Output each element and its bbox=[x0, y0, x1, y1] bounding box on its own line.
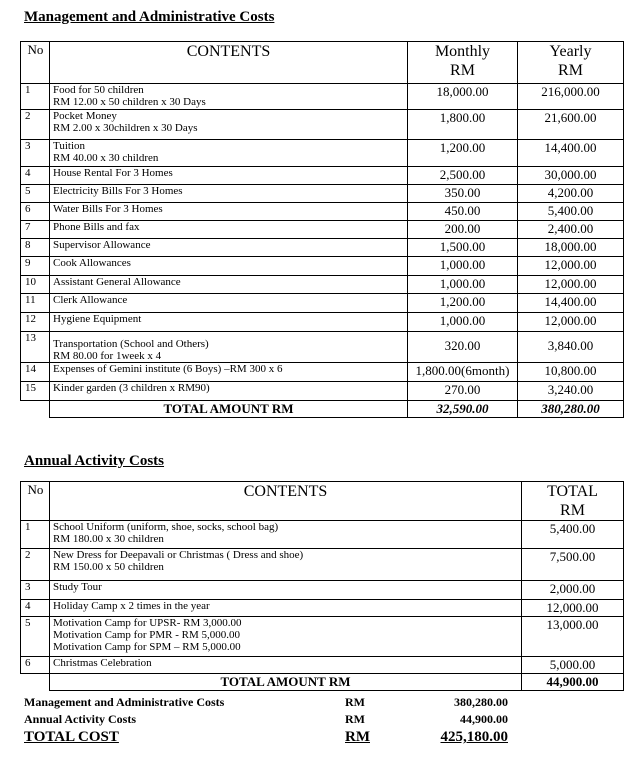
row-contents bbox=[50, 581, 522, 600]
row-line-2: RM 150.00 x 50 children bbox=[53, 561, 164, 573]
col-monthly-header bbox=[408, 42, 518, 84]
mgmt-row bbox=[21, 382, 624, 401]
row-line-1: Transportation (School and Others) bbox=[53, 338, 209, 350]
col-yearly-unit: RM bbox=[558, 62, 583, 79]
row-monthly: 1,500.00 bbox=[408, 239, 518, 257]
col-monthly-unit: RM bbox=[450, 62, 475, 79]
row-contents bbox=[50, 382, 408, 401]
row-line-1: Assistant General Allowance bbox=[53, 276, 181, 288]
row-line-1: New Dress for Deepavali or Christmas ( Dress and shoe) bbox=[53, 549, 304, 561]
mgmt-row bbox=[21, 363, 624, 382]
mgmt-row bbox=[21, 167, 624, 185]
row-total: 13,000.00 bbox=[522, 617, 624, 657]
annual-row bbox=[21, 657, 624, 674]
row-total: 5,400.00 bbox=[522, 521, 624, 549]
row-total: 2,000.00 bbox=[522, 581, 624, 600]
row-yearly: 14,400.00 bbox=[518, 140, 624, 167]
row-contents bbox=[50, 521, 522, 549]
row-line-1: Tuition bbox=[53, 140, 86, 152]
row-yearly: 30,000.00 bbox=[518, 167, 624, 185]
row-line-1: Electricity Bills For 3 Homes bbox=[53, 185, 183, 197]
annual-col-total-label: TOTAL bbox=[547, 483, 598, 500]
row-monthly: 270.00 bbox=[408, 382, 518, 401]
row-monthly: 1,000.00 bbox=[408, 313, 518, 332]
row-yearly: 12,000.00 bbox=[518, 313, 624, 332]
col-yearly-label: Yearly bbox=[549, 43, 592, 60]
row-no: 9 bbox=[21, 257, 50, 276]
row-contents bbox=[50, 600, 522, 617]
annual-heading: Annual Activity Costs bbox=[24, 453, 165, 469]
summary-annual-label: Annual Activity Costs bbox=[24, 712, 137, 726]
row-contents bbox=[50, 84, 408, 110]
row-no: 15 bbox=[21, 382, 50, 401]
mgmt-header-row bbox=[21, 42, 624, 84]
mgmt-row bbox=[21, 203, 624, 221]
row-contents bbox=[50, 657, 522, 674]
row-yearly: 3,840.00 bbox=[518, 332, 624, 363]
summary-total-value: 425,180.00 bbox=[440, 729, 508, 745]
row-total: 7,500.00 bbox=[522, 549, 624, 581]
row-line-1: Supervisor Allowance bbox=[53, 239, 151, 251]
summary-mgmt-label: Management and Administrative Costs bbox=[24, 695, 225, 709]
col-no-header: No bbox=[21, 42, 50, 84]
annual-row bbox=[21, 549, 624, 581]
row-contents bbox=[50, 167, 408, 185]
row-monthly: 350.00 bbox=[408, 185, 518, 203]
row-no: 4 bbox=[21, 600, 50, 617]
row-line-2: RM 80.00 for 1week x 4 bbox=[53, 350, 162, 362]
row-monthly: 320.00 bbox=[408, 332, 518, 363]
row-yearly: 2,400.00 bbox=[518, 221, 624, 239]
row-no: 5 bbox=[21, 185, 50, 203]
annual-col-contents-header: CONTENTS bbox=[50, 482, 522, 521]
row-contents bbox=[50, 185, 408, 203]
row-contents bbox=[50, 549, 522, 581]
row-line-2: RM 40.00 x 30 children bbox=[53, 152, 159, 164]
row-contents bbox=[50, 221, 408, 239]
annual-col-total-unit: RM bbox=[560, 502, 585, 519]
annual-total-blank bbox=[21, 674, 50, 691]
row-yearly: 18,000.00 bbox=[518, 239, 624, 257]
row-line-1: School Uniform (uniform, shoe, socks, school bag) bbox=[53, 521, 279, 533]
row-monthly: 1,200.00 bbox=[408, 140, 518, 167]
row-yearly: 14,400.00 bbox=[518, 294, 624, 313]
row-monthly: 1,800.00(6month) bbox=[408, 363, 518, 382]
mgmt-row bbox=[21, 185, 624, 203]
annual-total-row bbox=[21, 674, 624, 691]
annual-header-row bbox=[21, 482, 624, 521]
mgmt-total-label: TOTAL AMOUNT RM bbox=[50, 401, 408, 418]
mgmt-heading: Management and Administrative Costs bbox=[24, 9, 275, 25]
row-no: 5 bbox=[21, 617, 50, 657]
row-contents bbox=[50, 363, 408, 382]
row-line-3: Motivation Camp for SPM – RM 5,000.00 bbox=[53, 641, 241, 653]
row-contents bbox=[50, 313, 408, 332]
annual-row bbox=[21, 617, 624, 657]
mgmt-row bbox=[21, 276, 624, 294]
summary-mgmt-unit: RM bbox=[345, 695, 365, 709]
row-contents bbox=[50, 239, 408, 257]
mgmt-row bbox=[21, 84, 624, 110]
row-no: 13 bbox=[21, 332, 50, 363]
summary-annual-unit: RM bbox=[345, 712, 365, 726]
row-no: 11 bbox=[21, 294, 50, 313]
row-yearly: 12,000.00 bbox=[518, 257, 624, 276]
mgmt-row bbox=[21, 221, 624, 239]
mgmt-row bbox=[21, 140, 624, 167]
mgmt-row bbox=[21, 313, 624, 332]
row-contents bbox=[50, 617, 522, 657]
row-total: 12,000.00 bbox=[522, 600, 624, 617]
mgmt-row bbox=[21, 110, 624, 140]
mgmt-row bbox=[21, 294, 624, 313]
row-monthly: 1,000.00 bbox=[408, 276, 518, 294]
summary-total-unit: RM bbox=[345, 729, 370, 745]
row-line-1: Clerk Allowance bbox=[53, 294, 128, 306]
row-monthly: 200.00 bbox=[408, 221, 518, 239]
row-line-1: Motivation Camp for UPSR- RM 3,000.00 bbox=[53, 617, 242, 629]
annual-row bbox=[21, 521, 624, 549]
row-yearly: 10,800.00 bbox=[518, 363, 624, 382]
mgmt-total-blank bbox=[21, 401, 50, 418]
annual-col-no-header: No bbox=[21, 482, 50, 521]
row-line-1: Phone Bills and fax bbox=[53, 221, 140, 233]
col-yearly-header bbox=[518, 42, 624, 84]
mgmt-total-monthly: 32,590.00 bbox=[408, 401, 518, 418]
annual-row bbox=[21, 600, 624, 617]
row-total: 5,000.00 bbox=[522, 657, 624, 674]
row-line-1: Kinder garden (3 children x RM90) bbox=[53, 382, 210, 394]
row-line-1: Water Bills For 3 Homes bbox=[53, 203, 163, 215]
col-monthly-label: Monthly bbox=[434, 43, 491, 60]
row-no: 1 bbox=[21, 521, 50, 549]
row-no: 2 bbox=[21, 110, 50, 140]
row-line-2: RM 12.00 x 50 children x 30 Days bbox=[53, 96, 206, 108]
row-contents bbox=[50, 257, 408, 276]
row-line-1: Food for 50 children bbox=[53, 84, 144, 96]
row-no: 4 bbox=[21, 167, 50, 185]
row-yearly: 12,000.00 bbox=[518, 276, 624, 294]
annual-col-total-header bbox=[522, 482, 624, 521]
mgmt-row bbox=[21, 332, 624, 363]
row-monthly: 1,200.00 bbox=[408, 294, 518, 313]
row-line-1: Holiday Camp x 2 times in the year bbox=[53, 600, 210, 612]
row-no: 3 bbox=[21, 140, 50, 167]
row-contents bbox=[50, 332, 408, 363]
mgmt-total-row bbox=[21, 401, 624, 418]
row-line-2: RM 180.00 x 30 children bbox=[53, 533, 164, 545]
row-line-1: Pocket Money bbox=[53, 110, 117, 122]
row-no: 7 bbox=[21, 221, 50, 239]
row-contents bbox=[50, 110, 408, 140]
row-line-2: Motivation Camp for PMR - RM 5,000.00 bbox=[53, 629, 241, 641]
row-line-1: Hygiene Equipment bbox=[53, 313, 142, 325]
summary-mgmt-row bbox=[24, 695, 514, 711]
row-no: 8 bbox=[21, 239, 50, 257]
row-monthly: 18,000.00 bbox=[408, 84, 518, 110]
row-monthly: 1,000.00 bbox=[408, 257, 518, 276]
mgmt-table bbox=[20, 41, 624, 418]
row-line-1: Cook Allowances bbox=[53, 257, 131, 269]
row-monthly: 1,800.00 bbox=[408, 110, 518, 140]
summary-mgmt-value: 380,280.00 bbox=[454, 695, 508, 709]
row-line-1: Study Tour bbox=[53, 581, 102, 593]
row-line-1: Expenses of Gemini institute (6 Boys) –RM 300 x 6 bbox=[53, 363, 283, 375]
annual-total-value: 44,900.00 bbox=[522, 674, 624, 691]
row-yearly: 5,400.00 bbox=[518, 203, 624, 221]
annual-table bbox=[20, 481, 624, 691]
row-monthly: 450.00 bbox=[408, 203, 518, 221]
mgmt-row bbox=[21, 257, 624, 276]
row-monthly: 2,500.00 bbox=[408, 167, 518, 185]
row-yearly: 4,200.00 bbox=[518, 185, 624, 203]
row-contents bbox=[50, 294, 408, 313]
row-no: 2 bbox=[21, 549, 50, 581]
col-contents-header: CONTENTS bbox=[50, 42, 408, 84]
row-contents bbox=[50, 276, 408, 294]
mgmt-row bbox=[21, 239, 624, 257]
row-yearly: 21,600.00 bbox=[518, 110, 624, 140]
row-no: 10 bbox=[21, 276, 50, 294]
row-no: 6 bbox=[21, 203, 50, 221]
summary-annual-row bbox=[24, 712, 514, 728]
row-yearly: 3,240.00 bbox=[518, 382, 624, 401]
summary-total-row bbox=[24, 729, 514, 749]
summary-annual-value: 44,900.00 bbox=[460, 712, 508, 726]
row-no: 3 bbox=[21, 581, 50, 600]
annual-row bbox=[21, 581, 624, 600]
row-line-2: RM 2.00 x 30children x 30 Days bbox=[53, 122, 198, 134]
row-line-1: Christmas Celebration bbox=[53, 657, 152, 669]
row-no: 12 bbox=[21, 313, 50, 332]
row-contents bbox=[50, 203, 408, 221]
summary-total-label: TOTAL COST bbox=[24, 729, 119, 745]
annual-total-label: TOTAL AMOUNT RM bbox=[50, 674, 522, 691]
row-contents bbox=[50, 140, 408, 167]
row-no: 1 bbox=[21, 84, 50, 110]
row-no: 6 bbox=[21, 657, 50, 674]
row-yearly: 216,000.00 bbox=[518, 84, 624, 110]
row-no: 14 bbox=[21, 363, 50, 382]
mgmt-total-yearly: 380,280.00 bbox=[518, 401, 624, 418]
row-line-1: House Rental For 3 Homes bbox=[53, 167, 173, 179]
